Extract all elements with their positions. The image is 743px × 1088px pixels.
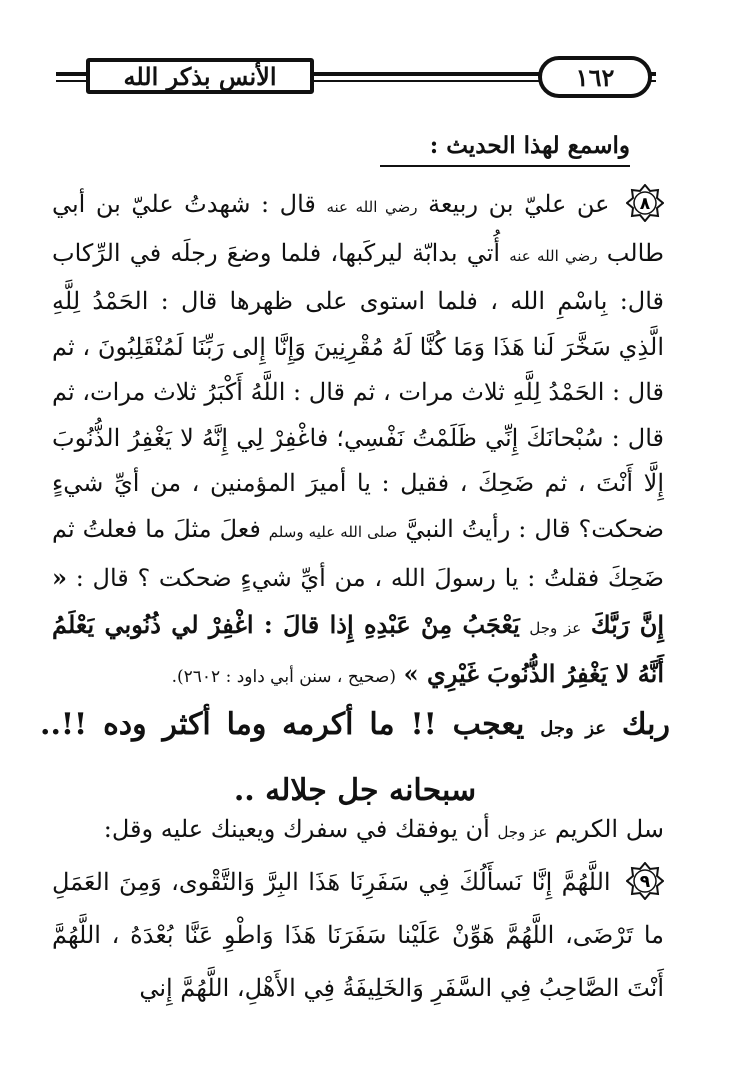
section-subheading: واسمع لهذا الحديث : — [380, 132, 630, 167]
hadith-text-3: فعلَ مثلَ ما فعلتُ ثم ضَحِكَ فقلتُ : يا رسولَ الله ، من أيِّ شيءٍ ضحكت ؟ قال : — [52, 514, 664, 592]
honorific-mark: صلى الله عليه وسلم — [268, 522, 398, 541]
hadith-number-badge — [626, 184, 664, 222]
hadith-text-1: قال : شهدتُ عليّ بن أبي طالب — [52, 190, 664, 267]
dua-text: اللَّهُمَّ إِنَّا نَسأَلُكَ فِي سَفَرِنَا هَذَا البِرَّ وَالتَّقْوى، وَمِنَ العَمَلِ ما تَرْضَى، اللَّهُمَّ هَوِّنْ عَلَيْنا سَفَرَنَا هَذَا وَاطْوِ عَنَّا بُعْدَهُ ، اللَّهُمَّ أَنْتَ الصَّاحِبُ فِي السَّفَرِ وَالخَلِيفَةُ فِي الأَهْلِ، اللَّهُمَّ إِني — [52, 868, 664, 1002]
hadith-source: (صحيح ، سنن أبي داود : ٢٦٠٢). — [171, 667, 396, 687]
exclamation-text-1: ربك — [621, 707, 671, 742]
honorific-mark: رضي الله عنه — [326, 198, 418, 216]
dua-number-badge — [626, 862, 664, 900]
exclamation-heading — [40, 694, 670, 822]
dua-number: ٩ — [639, 871, 651, 892]
honorific-mark: رضي الله عنه — [509, 246, 598, 265]
octagon-star-icon — [626, 862, 664, 900]
page-header — [56, 56, 656, 100]
prophetic-quote-2: يَعْجَبُ مِنْ عَبْدِهِ إِذا قالَ : اغْفِرْ لي ذُنُوبي يَعْلَمُ أَنَّهُ لا يَغْفِرُ الذُّنُوبَ غَيْرِي » — [52, 609, 664, 688]
book-title: الأنس بذكر الله — [86, 58, 314, 94]
honorific-mark: عز وجل — [497, 823, 548, 841]
honorific-mark: عز وجل — [540, 718, 607, 739]
hadith-opening: عن عليّ بن ربيعة — [428, 190, 610, 218]
page-number: ١٦٢ — [538, 56, 652, 98]
octagon-star-icon — [626, 184, 664, 222]
dua-paragraph — [52, 856, 664, 1015]
instruction-text-2: أن يوفقك في سفرك ويعينك عليه وقل: — [103, 815, 490, 843]
hadith-number: ٨ — [639, 193, 651, 214]
instruction-line — [52, 808, 664, 853]
hadith-text-2: أُتي بدابّة ليركَبها، فلما وضعَ رجلَه في الرِّكاب قال: بِاسْمِ الله ، فلما استوى على ظهرها قال : الحَمْدُ لِلَّهِ الَّذِي سَخَّرَ لَنا هَذَا وَمَا كُنَّا لَهُ مُقْرِنِينَ وَإِنَّا إِلى رَبِّنَا لَمُنْقَلِبُونَ ، ثم قال : الحَمْدُ لِلَّهِ ثلاث مرات ، ثم قال : اللَّهُ أَكْبَرُ ثلاث مرات، ثم قال : سُبْحانَكَ إِنِّي ظَلَمْتُ نَفْسِي؛ فاغْفِرْ لِي إِنَّهُ لا يَغْفِرُ الذُّنُوبَ إِلَّا أَنْتَ ، ثم ضَحِكَ ، فقيل : يا أميرَ المؤمنين ، من أيِّ شيءٍ ضحكت؟ قال : رأيتُ النبيَّ — [52, 238, 665, 543]
instruction-text-1: سل الكريم — [554, 815, 664, 843]
hadith-paragraph — [52, 182, 664, 701]
exclamation-text-2: يعجب !! ما أكرمه وما أكثر وده !!.. سبحانه جل جلاله .. — [40, 707, 525, 808]
prophetic-quote-1: « إِنَّ رَبَّكَ — [52, 563, 664, 639]
honorific-mark: عز وجل — [529, 618, 582, 637]
